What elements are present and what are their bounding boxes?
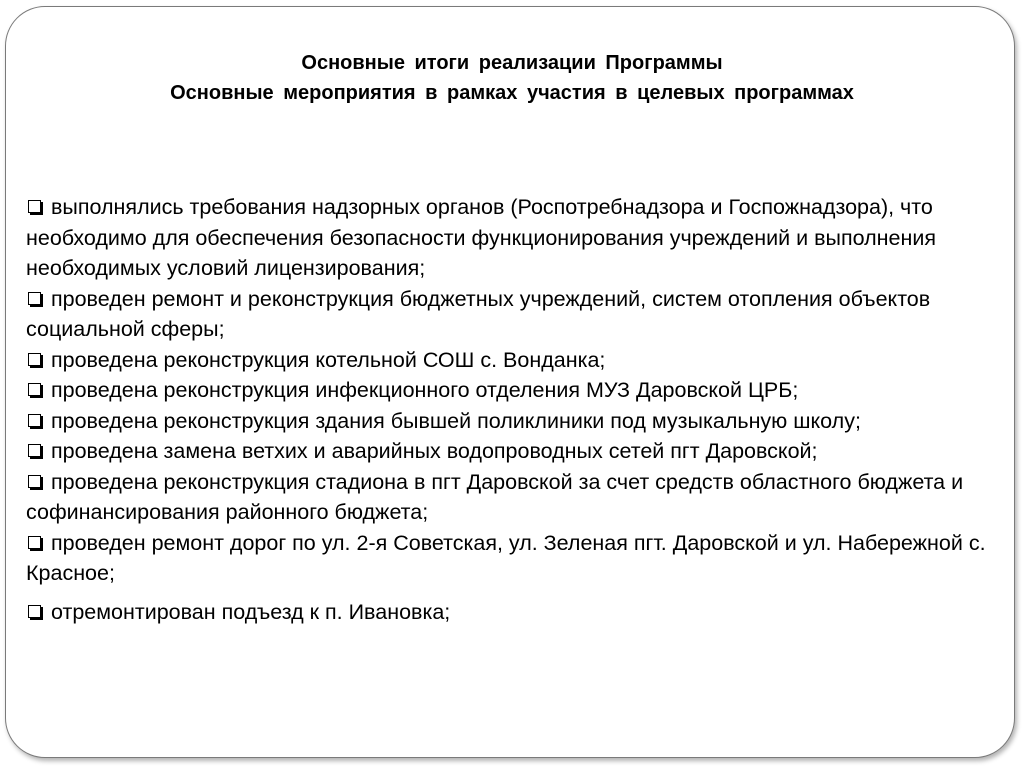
checkbox-square-icon (28, 414, 41, 427)
checkbox-square-icon (28, 353, 41, 366)
bullet-list (26, 192, 996, 627)
list-item (26, 345, 996, 376)
list-item-text: проведен ремонт и реконструкция бюджетных учреждений, систем отопления объектов социальной сферы; (26, 286, 931, 341)
checkbox-square-icon (28, 536, 41, 549)
slide-title (0, 48, 1024, 108)
checkbox-square-icon (28, 200, 41, 213)
list-item-text: отремонтирован подъезд к п. Ивановка; (51, 599, 451, 624)
list-item (26, 375, 996, 406)
list-item (26, 406, 996, 437)
checkbox-square-icon (28, 383, 41, 396)
checkbox-square-icon (28, 444, 41, 457)
list-item-text: проведена реконструкция котельной СОШ с. Вонданка; (51, 347, 606, 372)
list-item-text: проведен ремонт дорог по ул. 2-я Советская, ул. Зеленая пгт. Даровской и ул. Набережной с. Красное; (26, 530, 986, 585)
list-item (26, 284, 996, 345)
list-item (26, 467, 996, 528)
list-item (26, 597, 996, 628)
list-item (26, 528, 996, 589)
title-line-1: Основные итоги реализации Программы (301, 52, 723, 74)
checkbox-square-icon (28, 475, 41, 488)
title-line-2: Основные мероприятия в рамках участия в целевых программах (170, 82, 854, 104)
checkbox-square-icon (28, 292, 41, 305)
list-item (26, 436, 996, 467)
list-item-text: проведена реконструкция стадиона в пгт Даровской за счет средств областного бюджета и софинансирования районного бюджета; (26, 469, 964, 524)
list-item-text: выполнялись требования надзорных органов (Роспотребнадзора и Госпожнадзора), что необходимо для обеспечения безопасности функционирования учреждений и выполнения необходимых условий лицензирования; (26, 195, 936, 280)
list-item-text: проведена реконструкция здания бывшей поликлиники под музыкальную школу; (51, 408, 861, 433)
list-item-text: проведена реконструкция инфекционного отделения МУЗ Даровской ЦРБ; (51, 378, 799, 402)
list-item-text: проведена замена ветхих и аварийных водопроводных сетей пгт Даровской; (51, 439, 818, 463)
checkbox-square-icon (28, 605, 41, 618)
list-item (26, 192, 996, 284)
